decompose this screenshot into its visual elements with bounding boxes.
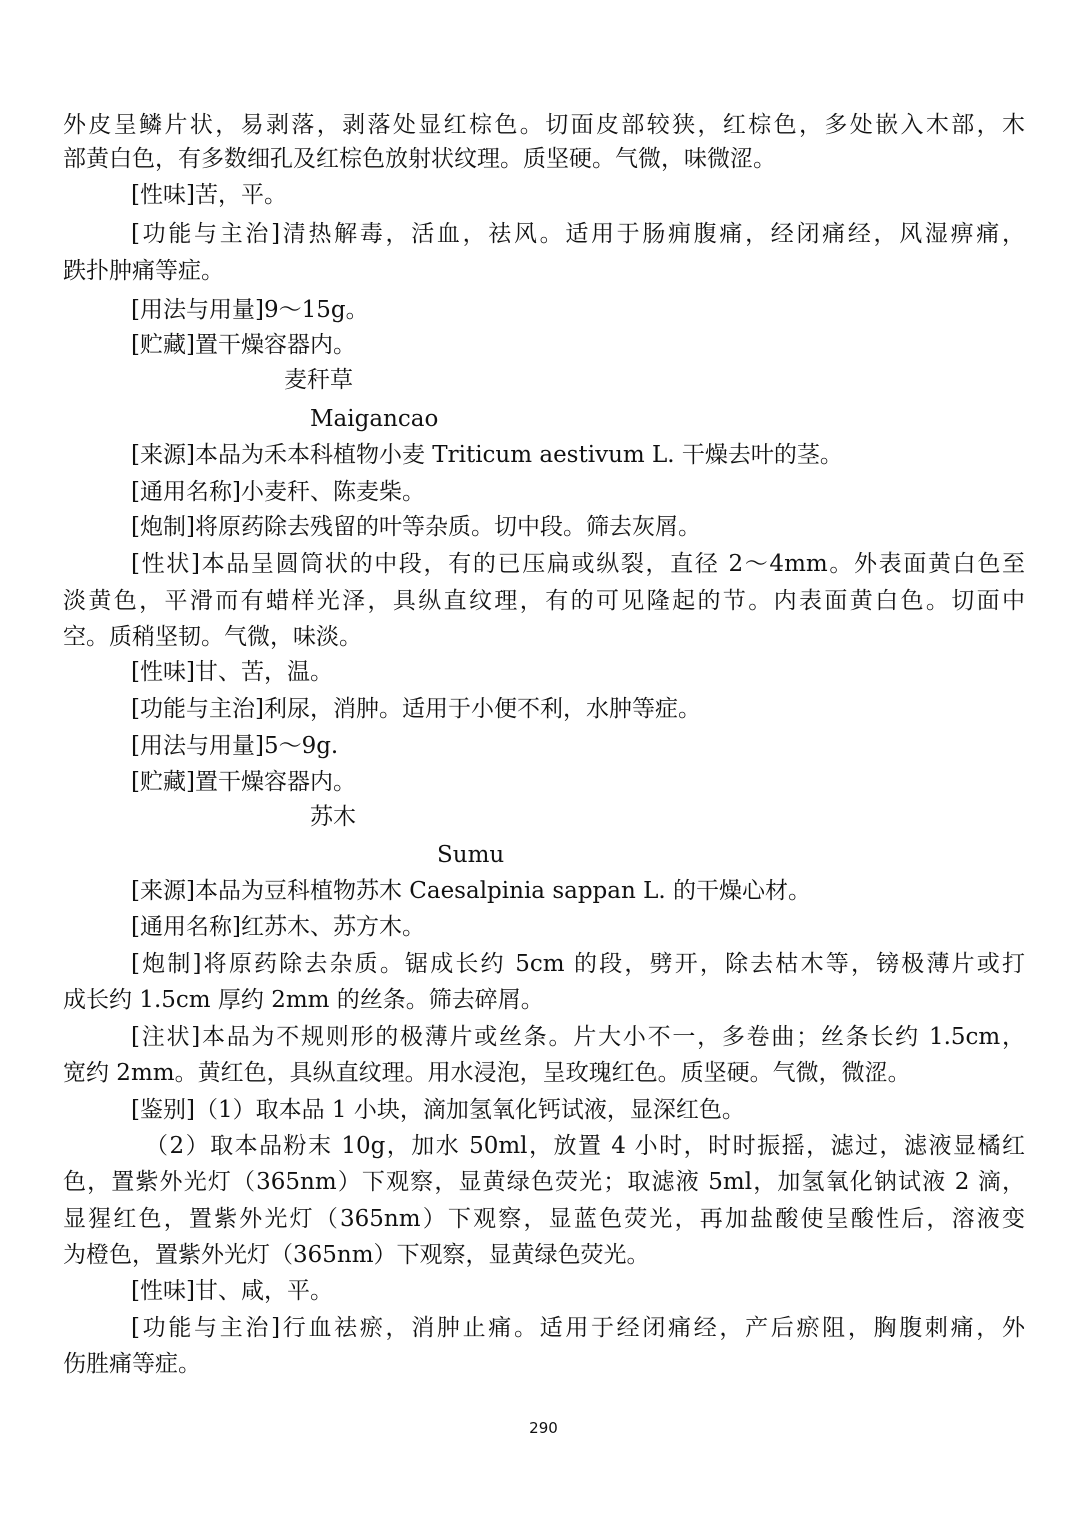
entry-title-pinyin: Maigancao (310, 406, 439, 432)
entry-title-pinyin: Sumu (437, 842, 505, 868)
entry-title: 麦秆草 (284, 367, 353, 393)
entry-title: 苏木 (310, 804, 356, 830)
property-processing: [炮制]将原药除去残留的叶等杂质。切中段。筛去灰屑。 (131, 514, 701, 540)
property-storage: [贮藏]置干燥容器内。 (131, 769, 356, 795)
text-line: 部黄白色，有多数细孔及红棕色放射状纹理。质坚硬。气微，味微涩。 (63, 146, 776, 172)
page-number: 290 (529, 1419, 558, 1437)
text-line: 为橙色，置紫外光灯（365nm）下观察，显黄绿色荧光。 (63, 1242, 650, 1268)
property-identification: （2）取本品粉末 10g，加水 50ml，放置 4 小时，时时振摇，滤过，滤液显橘红 (145, 1133, 1025, 1159)
text-line: 伤胜痛等症。 (63, 1351, 201, 1377)
text-line: 空。质稍坚韧。气微，味淡。 (63, 624, 362, 650)
text-line: 淡黄色，平滑而有蜡样光泽，具纵直纹理，有的可见隆起的节。内表面黄白色。切面中 (63, 588, 1025, 614)
property-common-name: [通用名称]小麦秆、陈麦柴。 (131, 479, 425, 505)
property-character: [性状]本品呈圆筒状的中段，有的已压扁或纵裂，直径 2～4mm。外表面黄白色至 (131, 551, 1025, 577)
property-function: [功能与主治]清热解毒，活血，祛风。适用于肠痈腹痛，经闭痛经，风湿痹痛， (131, 221, 1025, 247)
property-taste: [性味]苦，平。 (131, 182, 287, 208)
text-line: 色，置紫外光灯（365nm）下观察，显黄绿色荧光；取滤液 5ml，加氢氧化钠试液 2 滴， (63, 1169, 1025, 1195)
property-dosage: [用法与用量]9～15g。 (131, 297, 369, 323)
property-dosage: [用法与用量]5～9g. (131, 733, 339, 759)
property-source: [来源]本品为禾本科植物小麦 Triticum aestivum L. 干燥去叶的茎。 (131, 442, 843, 468)
property-function: [功能与主治]利尿，消肿。适用于小便不利，水肿等症。 (131, 696, 701, 722)
property-processing: [炮制]将原药除去杂质。锯成长约 5cm 的段，劈开，除去枯木等，镑极薄片或打 (131, 951, 1025, 977)
text-line: 外皮呈鳞片状，易剥落，剥落处显红棕色。切面皮部较狭，红棕色，多处嵌入木部，木 (63, 112, 1025, 138)
property-source: [来源]本品为豆科植物苏木 Caesalpinia sappan L. 的干燥心材。 (131, 878, 812, 904)
property-taste: [性味]甘、咸，平。 (131, 1278, 333, 1304)
property-function: [功能与主治]行血祛瘀，消肿止痛。适用于经闭痛经，产后瘀阻，胸腹刺痛，外 (131, 1315, 1025, 1341)
property-common-name: [通用名称]红苏木、苏方木。 (131, 914, 425, 940)
property-identification: [鉴别]（1）取本品 1 小块，滴加氢氧化钙试液，显深红色。 (131, 1097, 745, 1123)
text-line: 显猩红色，置紫外光灯（365nm）下观察，显蓝色荧光，再加盐酸使呈酸性后，溶液变 (63, 1206, 1025, 1232)
property-storage: [贮藏]置干燥容器内。 (131, 332, 356, 358)
property-taste: [性味]甘、苦，温。 (131, 659, 333, 685)
text-line: 跌扑肿痛等症。 (63, 258, 224, 284)
property-character: [注状]本品为不规则形的极薄片或丝条。片大小不一，多卷曲；丝条长约 1.5cm， (131, 1024, 1025, 1050)
text-line: 成长约 1.5cm 厚约 2mm 的丝条。筛去碎屑。 (63, 987, 544, 1013)
text-line: 宽约 2mm。黄红色，具纵直纹理。用水浸泡，呈玫瑰红色。质坚硬。气微，微涩。 (63, 1060, 911, 1086)
